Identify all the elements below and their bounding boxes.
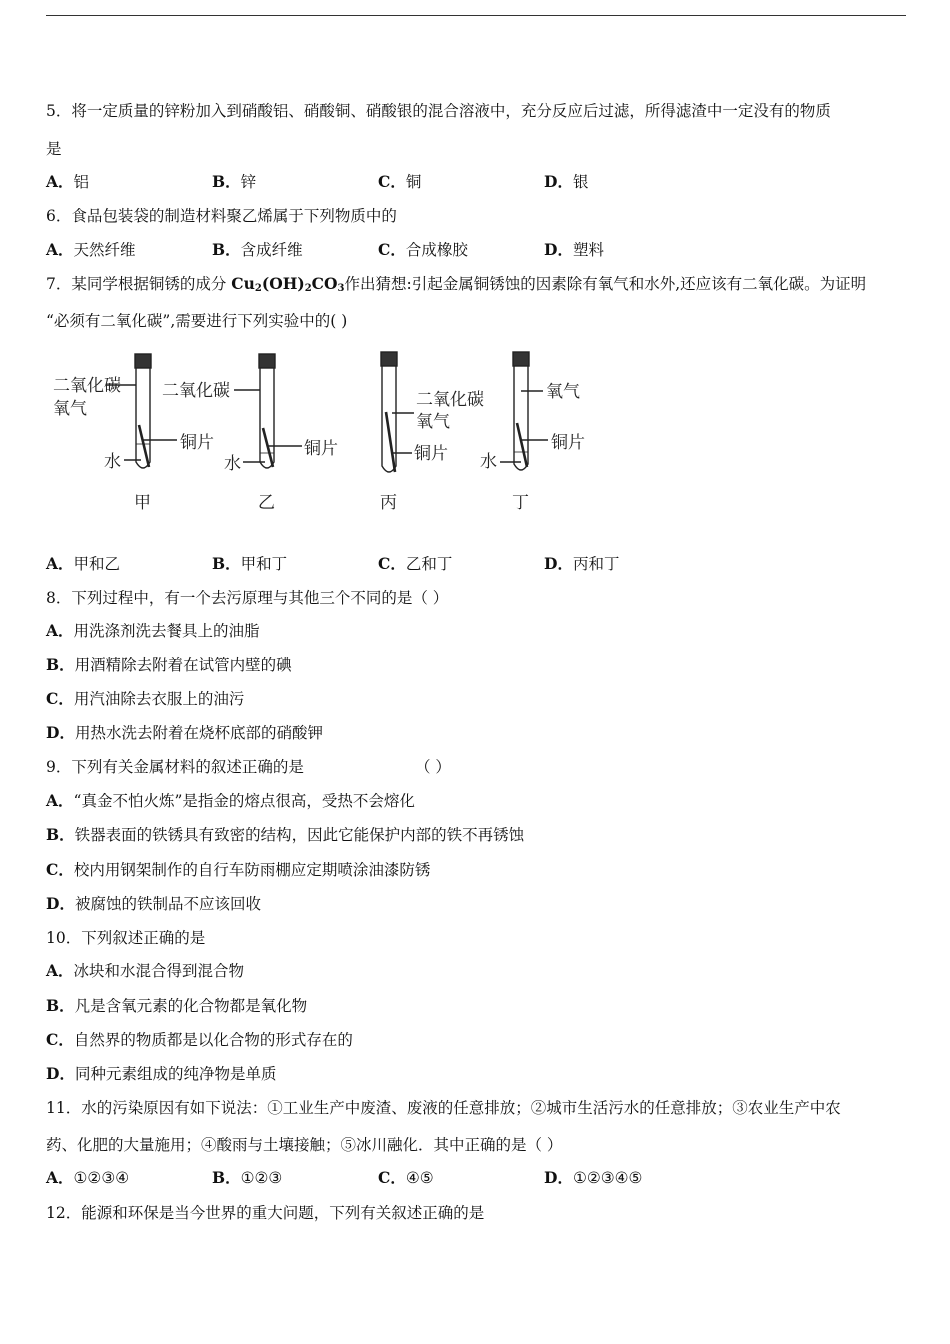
q6-option-c[interactable]: C．合成橡胶 [378,240,468,259]
ding-name-label: 丁 [512,493,529,513]
q9-stem: 9．下列有关金属材料的叙述正确的是 [46,758,304,776]
q5-option-b[interactable]: B．锌 [212,172,257,191]
q8-option-d[interactable]: D．用热水洗去附着在烧杯底部的硝酸钾 [46,723,323,742]
jia-name-label: 甲 [134,493,151,513]
ding-cu-label: 铜片 [551,433,585,453]
yi-co2-label: 二氧化碳 [162,381,230,401]
q8-option-a[interactable]: A．用洗涤剂洗去餐具上的油脂 [46,621,260,640]
q6-option-a[interactable]: A．天然纤维 [46,240,136,259]
q10-option-a[interactable]: A．冰块和水混合得到混合物 [46,961,245,980]
q5-option-c[interactable]: C．铜 [378,172,422,191]
q6-option-d[interactable]: D．塑料 [544,240,604,259]
bing-o2-label: 氧气 [416,412,450,432]
bing-cu-label: 铜片 [414,444,448,464]
tube-ding [500,352,548,470]
ding-o2-label: 氧气 [546,382,580,402]
q7-option-b[interactable]: B．甲和丁 [212,554,288,573]
bing-co2-label: 二氧化碳 [416,390,484,410]
q9-option-b[interactable]: B．铁器表面的铁锈具有致密的结构，因此它能保护内部的铁不再锈蚀 [46,825,525,844]
q10-option-b[interactable]: B．凡是含氧元素的化合物都是氧化物 [46,996,308,1015]
q12-stem: 12．能源和环保是当今世界的重大问题，下列有关叙述正确的是 [46,1204,485,1222]
q11-stem: 11．水的污染原因有如下说法：①工业生产中废渣、废液的任意排放；②城市生活污水的任意排放；③农业生产中农 [46,1099,841,1117]
q9-option-d[interactable]: D．被腐蚀的铁制品不应该回收 [46,894,261,913]
jia-cu-label: 铜片 [180,433,214,453]
q8-stem: 8．下列过程中，有一个去污原理与其他三个不同的是（ ） [46,589,449,607]
tube-bing [381,352,414,472]
q11-option-b[interactable]: B．①②③ [212,1168,283,1187]
q11-option-c[interactable]: C．④⑤ [378,1168,434,1187]
test-tube-figure [46,348,606,520]
yi-water-label: 水 [224,454,241,474]
bing-name-label: 丙 [380,493,397,513]
yi-name-label: 乙 [258,493,275,513]
yi-cu-label: 铜片 [304,439,338,459]
q8-option-c[interactable]: C．用汽油除去衣服上的油污 [46,689,245,708]
q5-option-d[interactable]: D．银 [544,172,589,191]
q8-option-b[interactable]: B．用酒精除去附着在试管内壁的碘 [46,655,292,674]
tube-jia [106,354,177,468]
q11-option-d[interactable]: D．①②③④⑤ [544,1168,643,1187]
q11-option-a[interactable]: A．①②③④ [46,1168,130,1187]
q5-stem-cont: 是 [46,140,62,158]
jia-o2-label: 氧气 [53,399,87,419]
q6-option-b[interactable]: B．含成纤维 [212,240,303,259]
jia-water-label: 水 [104,452,121,472]
q5-option-a[interactable]: A．铝 [46,172,90,191]
q7-stem: 7．某同学根据铜锈的成分 $Cu_2(OH)_2CO_3$作出猜想:引起金属铜锈蚀的因素除有氧气和水外,还应该有二氧化碳。为证明 [46,274,867,294]
q7-option-c[interactable]: C．乙和丁 [378,554,453,573]
q7-option-d[interactable]: D．丙和丁 [544,554,620,573]
q7-option-a[interactable]: A．甲和乙 [46,554,121,573]
q7-stem-cont: “必须有二氧化碳”,需要进行下列实验中的( ) [46,312,348,330]
q9-option-a[interactable]: A．“真金不怕火炼”是指金的熔点很高，受热不会熔化 [46,791,415,810]
q10-stem: 10．下列叙述正确的是 [46,929,206,947]
q6-stem: 6．食品包装袋的制造材料聚乙烯属于下列物质中的 [46,207,397,225]
q5-stem: 5．将一定质量的锌粉加入到硝酸铝、硝酸铜、硝酸银的混合溶液中，充分反应后过滤，所得滤渣中一定没有的物质 [46,102,831,120]
tube-yi [234,354,302,468]
q10-option-c[interactable]: C．自然界的物质都是以化合物的形式存在的 [46,1030,353,1049]
ding-water-label: 水 [480,452,497,472]
q9-answer-paren: （ ） [415,758,451,776]
q11-stem-cont: 药、化肥的大量施用；④酸雨与土壤接触；⑤冰川融化．其中正确的是（ ） [46,1136,563,1154]
jia-co2-label: 二氧化碳 [53,376,121,396]
q10-option-d[interactable]: D．同种元素组成的纯净物是单质 [46,1064,277,1083]
header-rule [46,15,906,16]
q9-option-c[interactable]: C．校内用钢架制作的自行车防雨棚应定期喷涂油漆防锈 [46,860,431,879]
